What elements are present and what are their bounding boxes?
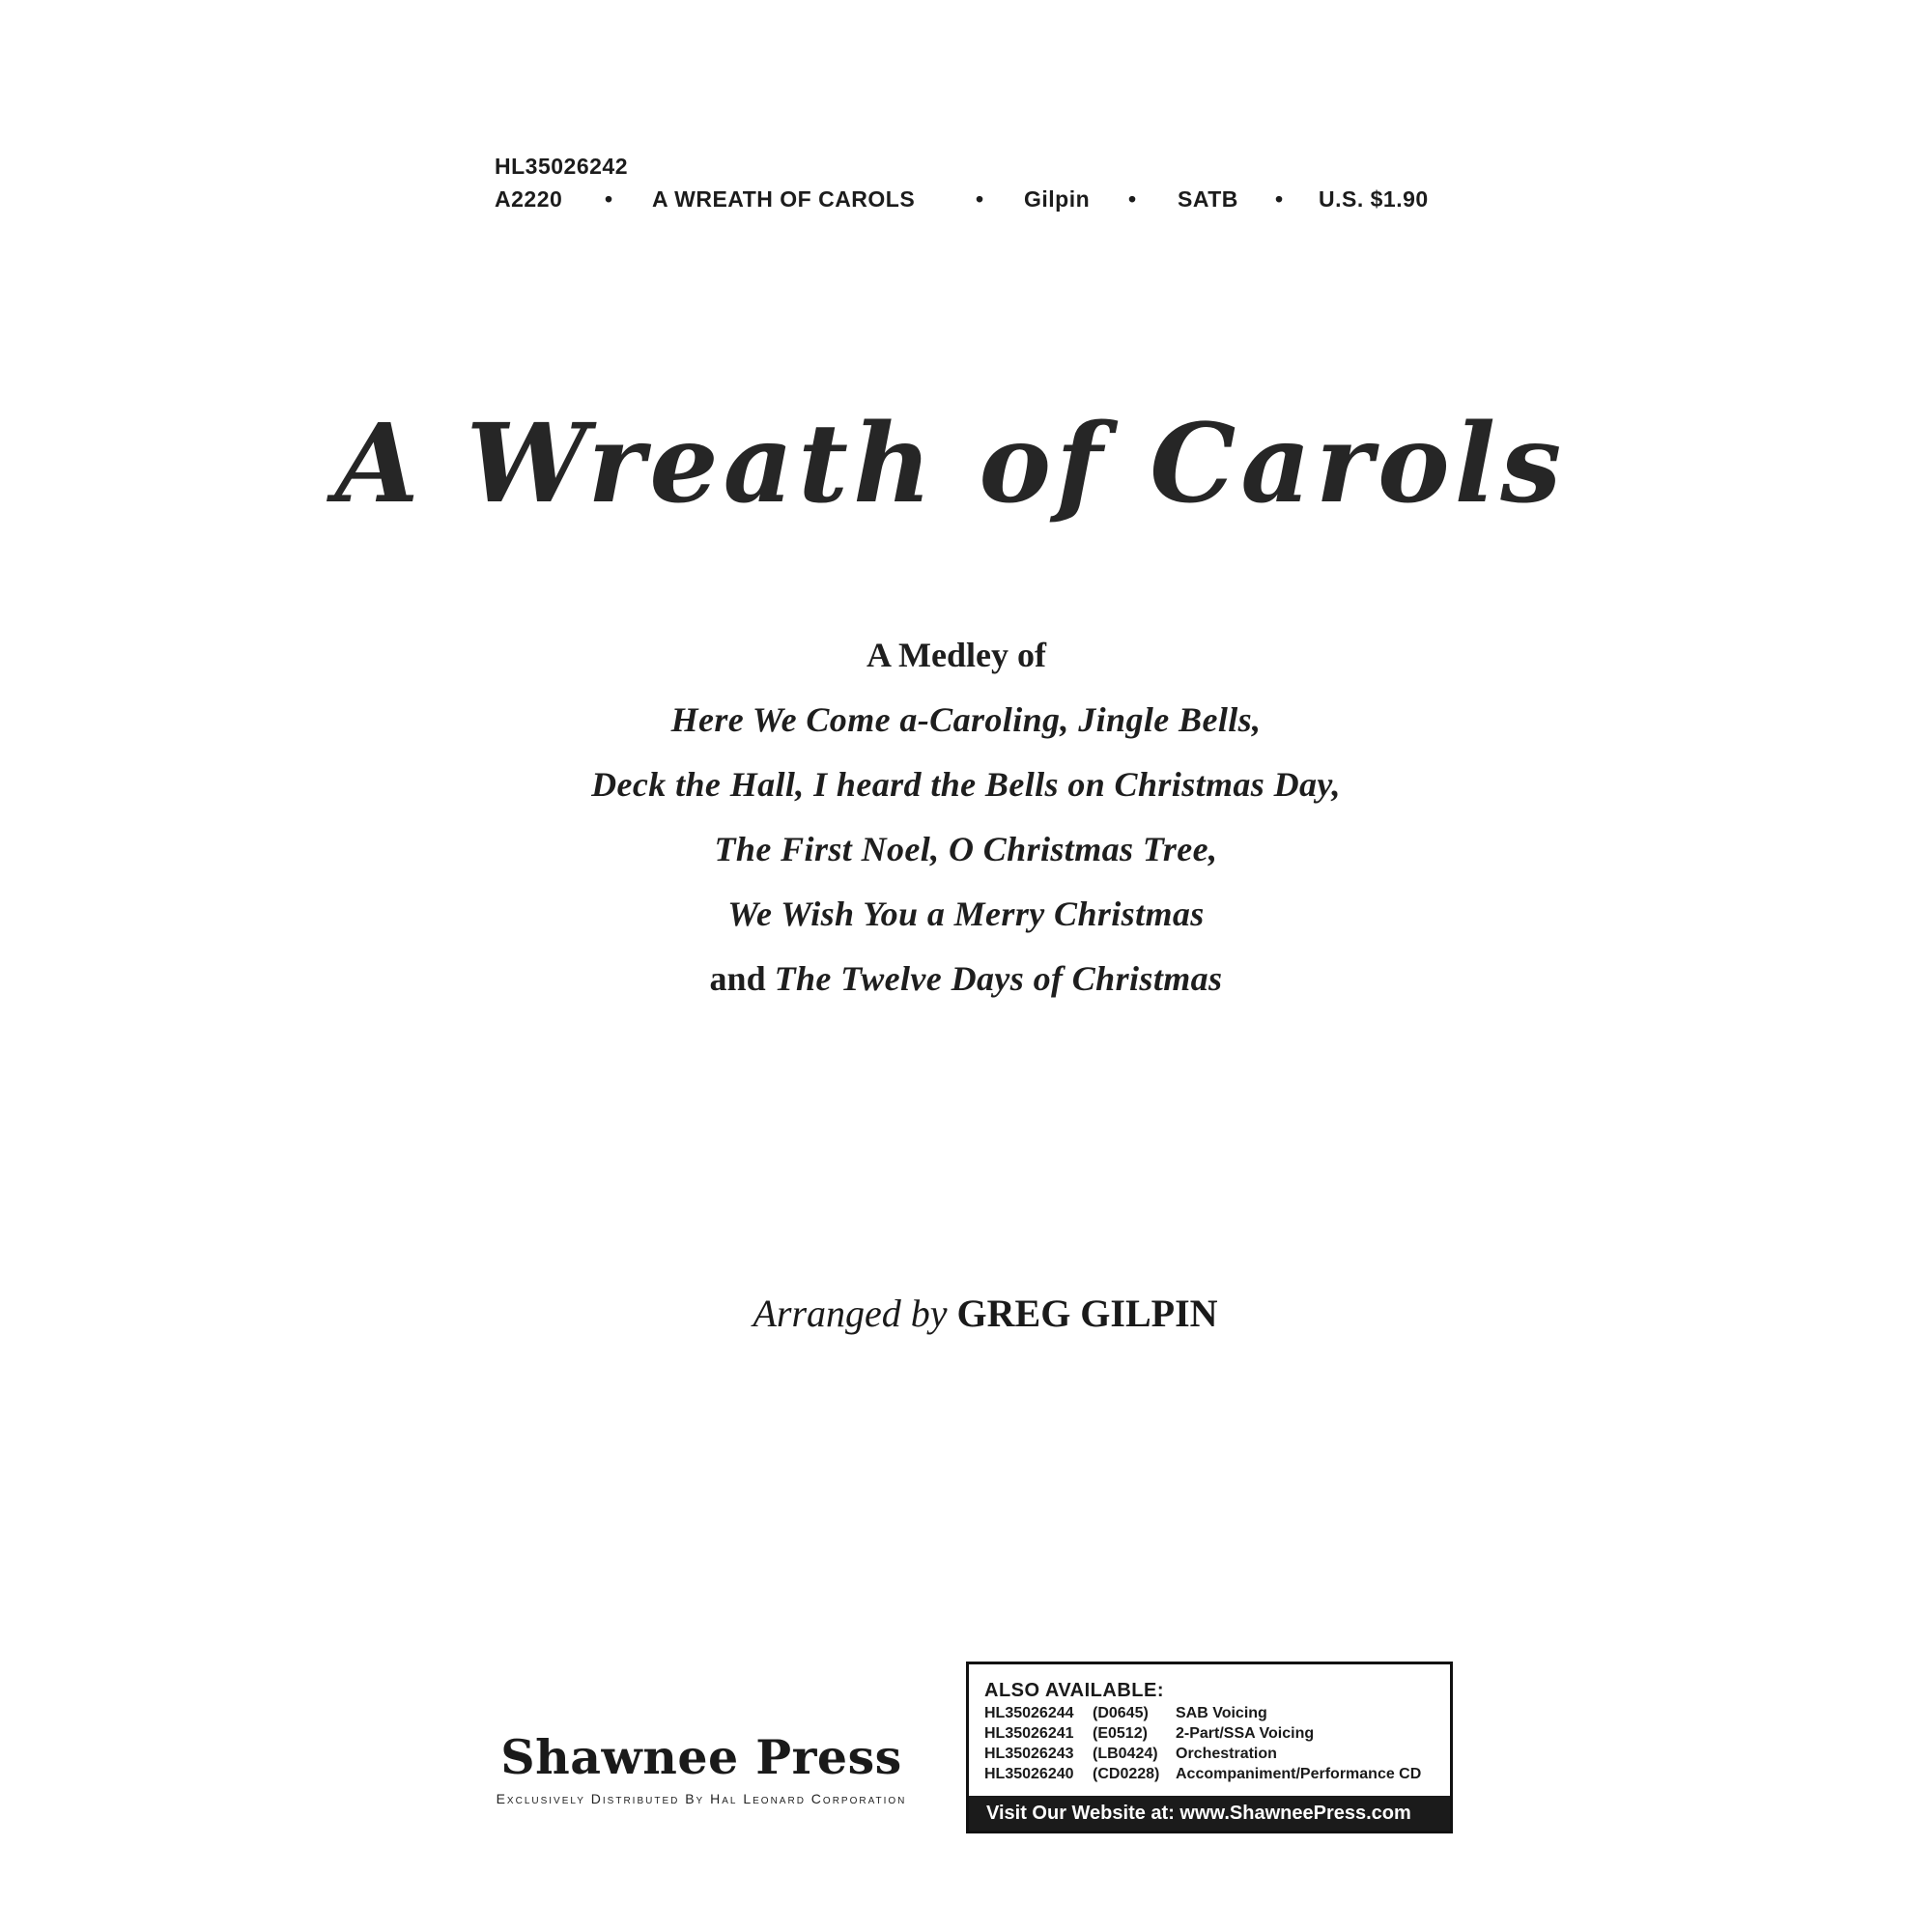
medley-last-title: The Twelve Days of Christmas [774, 959, 1223, 998]
also-available-box [966, 1662, 1453, 1833]
publisher-name: Shawnee Press [500, 1729, 902, 1785]
also-available-list [984, 1703, 1448, 1784]
item-description: 2-Part/SSA Voicing [1176, 1725, 1315, 1742]
medley-list [0, 623, 1932, 1011]
item-number: A2220 [495, 186, 563, 212]
separator-dot: • [605, 186, 613, 212]
item-code: HL35026243 [984, 1746, 1074, 1762]
separator-dot: • [1128, 186, 1137, 212]
medley-line: We Wish You a Merry Christmas [727, 895, 1205, 933]
item-description: Accompaniment/Performance CD [1176, 1766, 1422, 1782]
publisher-logo [460, 1729, 943, 1806]
composer: Gilpin [1024, 186, 1091, 212]
item-code: HL35026241 [984, 1725, 1074, 1742]
item-code: HL35026244 [984, 1705, 1074, 1721]
list-item [984, 1703, 1448, 1723]
item-number: (D0645) [1093, 1705, 1149, 1721]
header-title: A WREATH OF CAROLS [652, 186, 916, 212]
list-item [984, 1744, 1448, 1764]
arranger-name: GREG GILPIN [956, 1292, 1218, 1335]
price: U.S. $1.90 [1319, 186, 1429, 212]
item-number: (CD0228) [1093, 1766, 1160, 1782]
arranger-credit [0, 1291, 1932, 1336]
catalog-line [495, 180, 1461, 218]
item-code: HL35026240 [984, 1766, 1074, 1782]
list-item [984, 1723, 1448, 1744]
arranger-label: Arranged by [753, 1292, 948, 1335]
separator-dot: • [1275, 186, 1284, 212]
website-banner: Visit Our Website at: www.ShawneePress.com [969, 1796, 1450, 1831]
medley-intro: A Medley of [867, 636, 1046, 674]
item-number: (E0512) [1093, 1725, 1148, 1742]
separator-dot: • [976, 186, 984, 212]
medley-line: The First Noel, O Christmas Tree, [714, 830, 1218, 868]
medley-line: Deck the Hall, I heard the Bells on Christmas Day, [591, 765, 1341, 804]
catalog-code: HL35026242 [495, 154, 628, 179]
medley-and: and [709, 959, 766, 998]
page-title-text: A Wreath of Carols [334, 401, 1567, 527]
item-description: SAB Voicing [1176, 1705, 1267, 1721]
catalog-header [495, 153, 1461, 218]
list-item [984, 1764, 1448, 1784]
medley-last-line [0, 947, 1932, 1011]
item-number: (LB0424) [1093, 1746, 1158, 1762]
medley-line: Here We Come a-Caroling, Jingle Bells, [670, 700, 1262, 739]
page-title [0, 401, 1932, 527]
item-description: Orchestration [1176, 1746, 1277, 1762]
also-available-heading: ALSO AVAILABLE: [984, 1680, 1165, 1701]
distribution-note: Exclusively Distributed By Hal Leonard Corporation [496, 1791, 907, 1806]
voicing: SATB [1178, 186, 1238, 212]
